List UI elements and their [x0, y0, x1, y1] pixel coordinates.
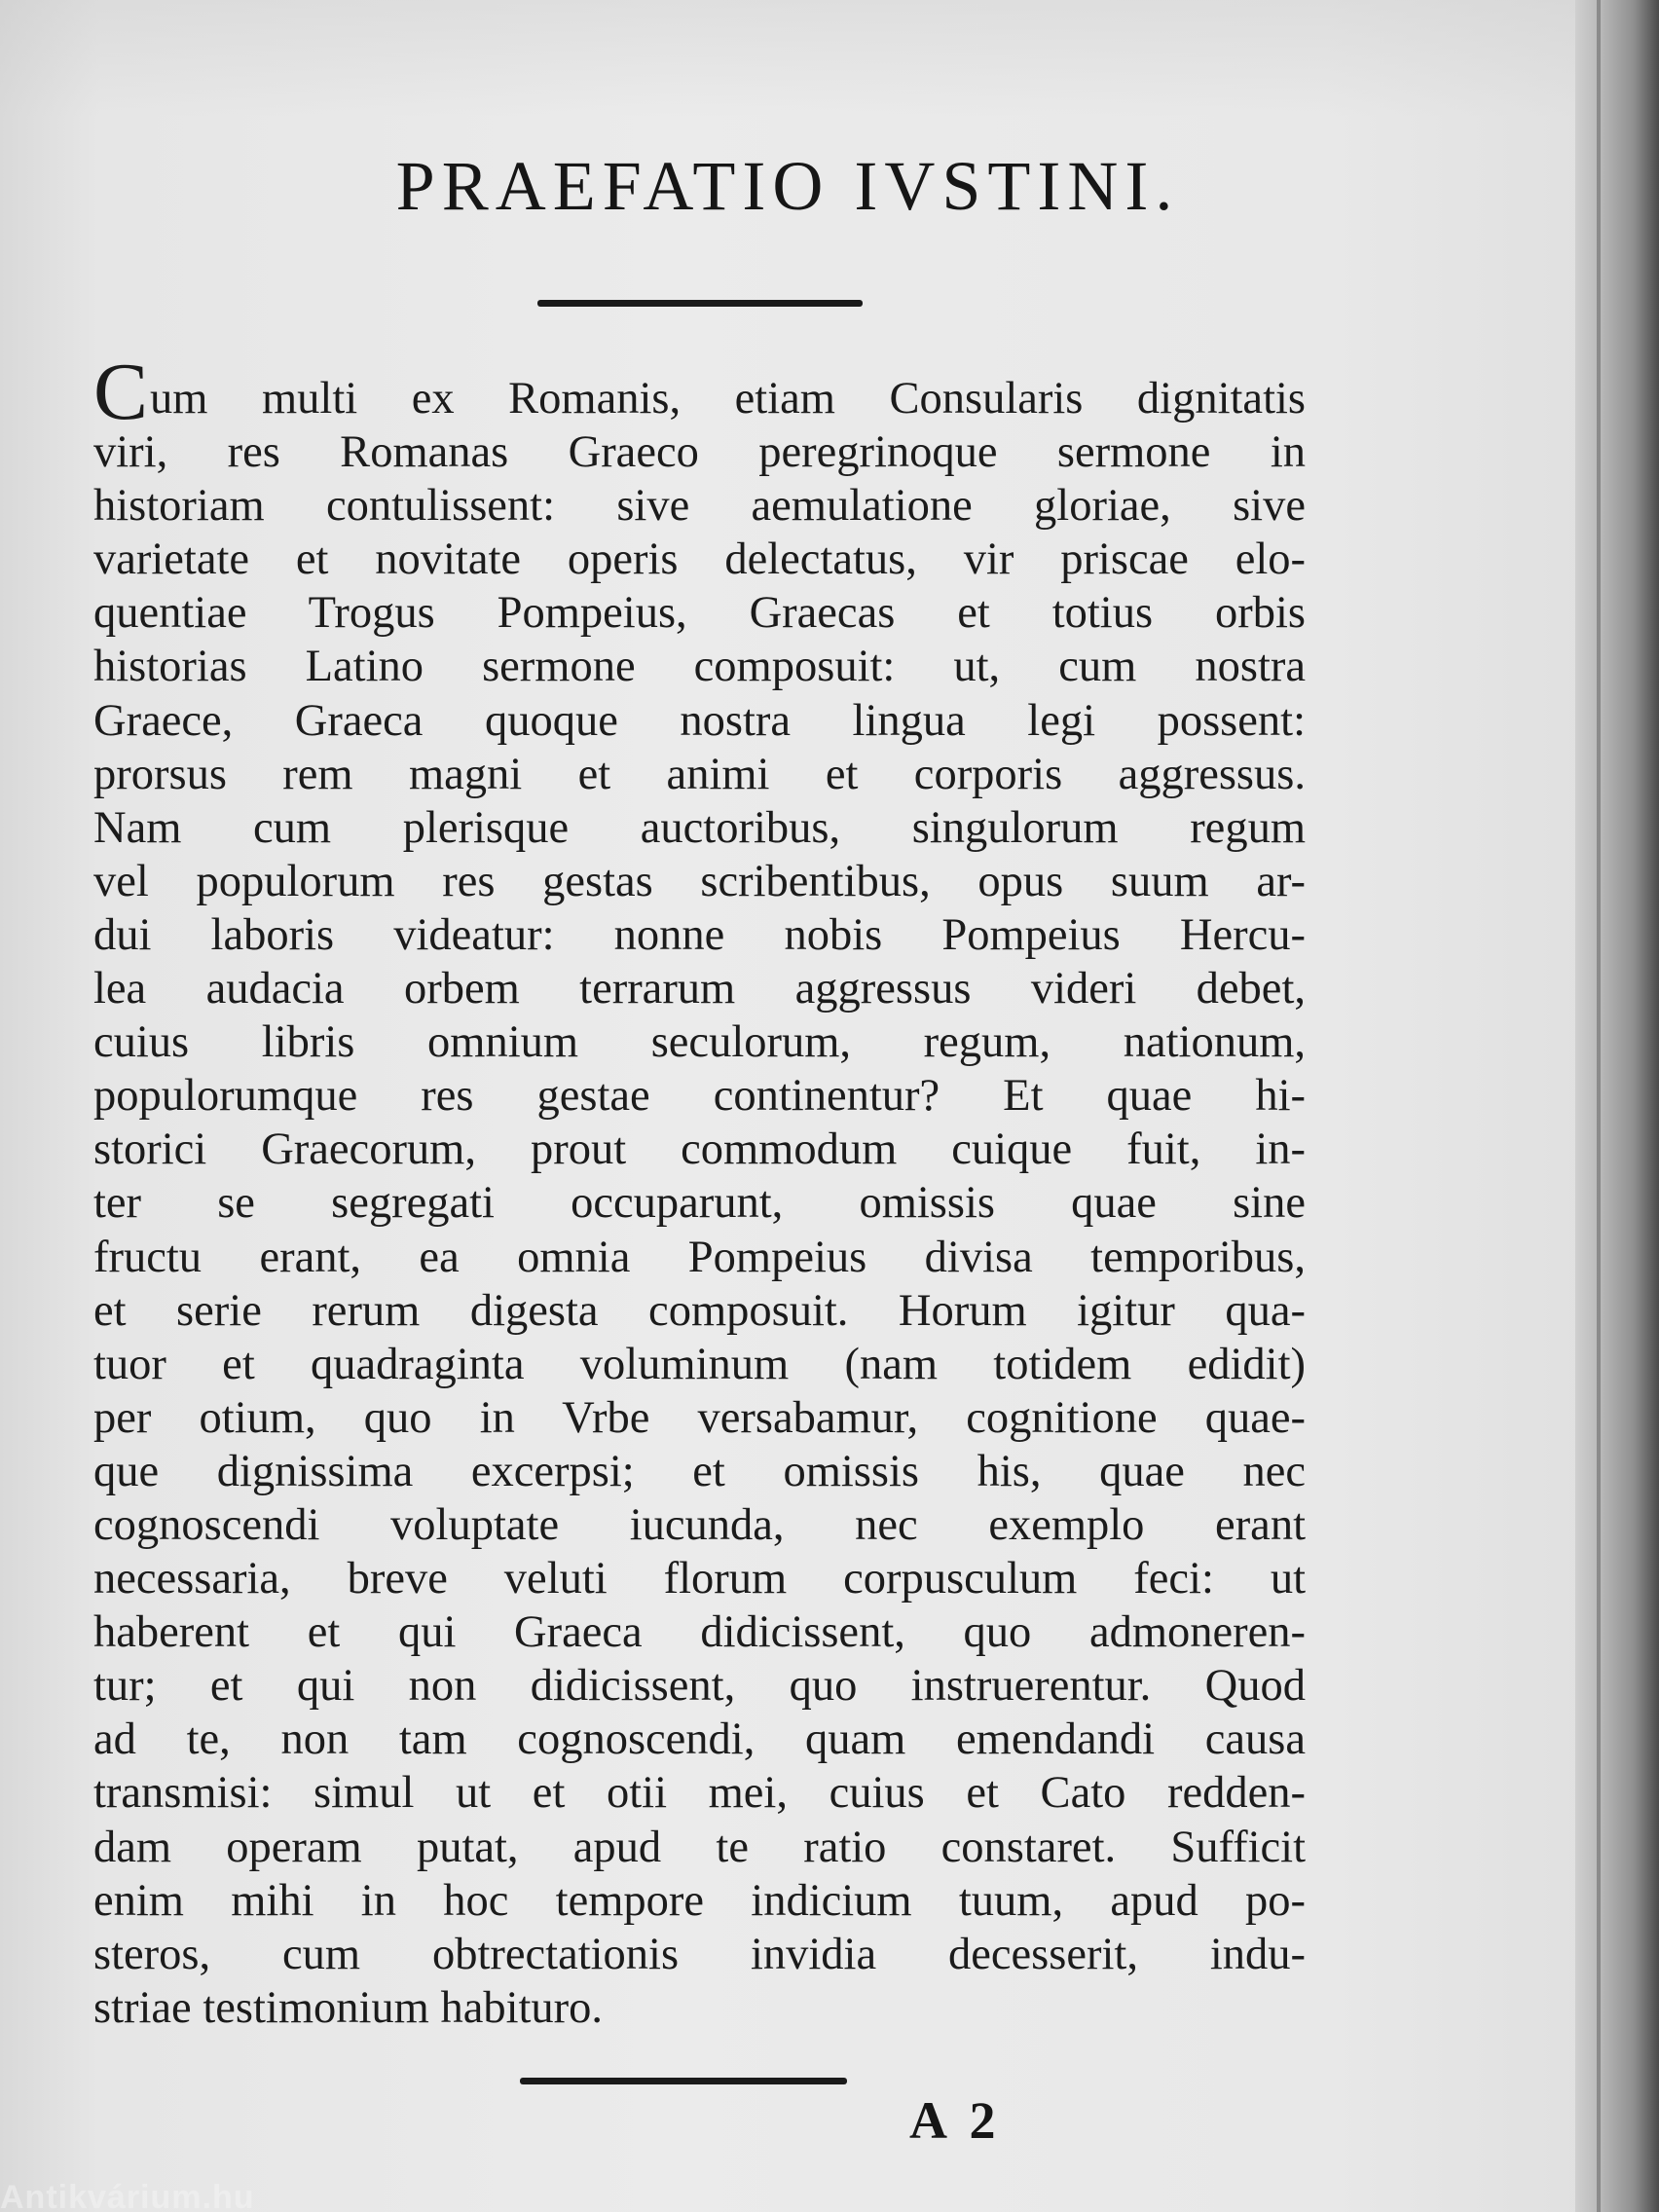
watermark: Antikvárium.hu	[0, 2179, 255, 2212]
page-edge	[1575, 0, 1659, 2212]
text-line: haberent et qui Graeca didicissent, quo admoneren-	[93, 1607, 1306, 1658]
bleed-through-shadow	[0, 0, 1575, 117]
text-line: tuor et quadraginta voluminum (nam totidem edidit)	[93, 1339, 1306, 1389]
text-line: Nam cum plerisque auctoribus, singulorum regum	[93, 802, 1306, 853]
page-title: PRAEFATIO IVSTINI.	[395, 147, 1180, 225]
title-rule	[537, 300, 863, 307]
text-line-last: striae testimonium habituro.	[93, 1982, 604, 2033]
text-line: storici Graecorum, prout commodum cuique fuit, in-	[93, 1124, 1306, 1175]
text-line: varietate et novitate operis delectatus, vir priscae elo-	[93, 535, 1306, 585]
signature-mark: A 2	[909, 2091, 1002, 2150]
text-line: que dignissima excerpsi; et omissis his, quae nec	[93, 1446, 1306, 1496]
text-line: vel populorum res gestas scribentibus, opus suum ar-	[93, 856, 1306, 906]
text-line: steros, cum obtrectationis invidia decesserit, indu-	[93, 1929, 1306, 1979]
text-line: Graece, Graeca quoque nostra lingua legi possent:	[93, 695, 1306, 746]
text-line: necessaria, breve veluti florum corpusculum feci: ut	[93, 1554, 1306, 1604]
text-line: cuius libris omnium seculorum, regum, nationum,	[93, 1017, 1306, 1068]
text-line: lea audacia orbem terrarum aggressus videri debet,	[93, 964, 1306, 1014]
text-line: populorumque res gestae continentur? Et quae hi-	[93, 1071, 1306, 1122]
text-line: fructu erant, ea omnia Pompeius divisa temporibus,	[93, 1232, 1306, 1282]
text-line	[93, 347, 1306, 437]
text-line: transmisi: simul ut et otii mei, cuius et Cato redden-	[93, 1768, 1306, 1819]
text-line: dui laboris videatur: nonne nobis Pompeius Hercu-	[93, 909, 1306, 960]
first-line-text: um multi ex Romanis, etiam Consularis dignitatis	[150, 374, 1306, 424]
text-line: per otium, quo in Vrbe versabamur, cognitione quae-	[93, 1392, 1306, 1443]
text-line: historias Latino sermone composuit: ut, cum nostra	[93, 642, 1306, 692]
text-line: tur; et qui non didicissent, quo instruerentur. Quod	[93, 1661, 1306, 1712]
text-line: historiam contulissent: sive aemulatione gloriae, sive	[93, 481, 1306, 532]
text-line: enim mihi in hoc tempore indicium tuum, apud po-	[93, 1875, 1306, 1926]
text-line: dam operam putat, apud te ratio constaret. Sufficit	[93, 1822, 1306, 1872]
text-line: viri, res Romanas Graeco peregrinoque sermone in	[93, 427, 1306, 478]
text-line: prorsus rem magni et animi et corporis aggressus.	[93, 749, 1306, 799]
text-line: quentiae Trogus Pompeius, Graecas et totius orbis	[93, 588, 1306, 639]
text-line: cognoscendi voluptate iucunda, nec exemplo erant	[93, 1499, 1306, 1550]
text-line: et serie rerum digesta composuit. Horum igitur qua-	[93, 1285, 1306, 1336]
footer-rule	[520, 2078, 847, 2084]
drop-cap: C	[93, 347, 149, 437]
page-edge-line	[1597, 0, 1601, 2212]
text-line: ad te, non tam cognoscendi, quam emendandi causa	[93, 1714, 1306, 1765]
body-text	[93, 347, 1306, 2035]
text-line: ter se segregati occuparunt, omissis quae sine	[93, 1178, 1306, 1229]
